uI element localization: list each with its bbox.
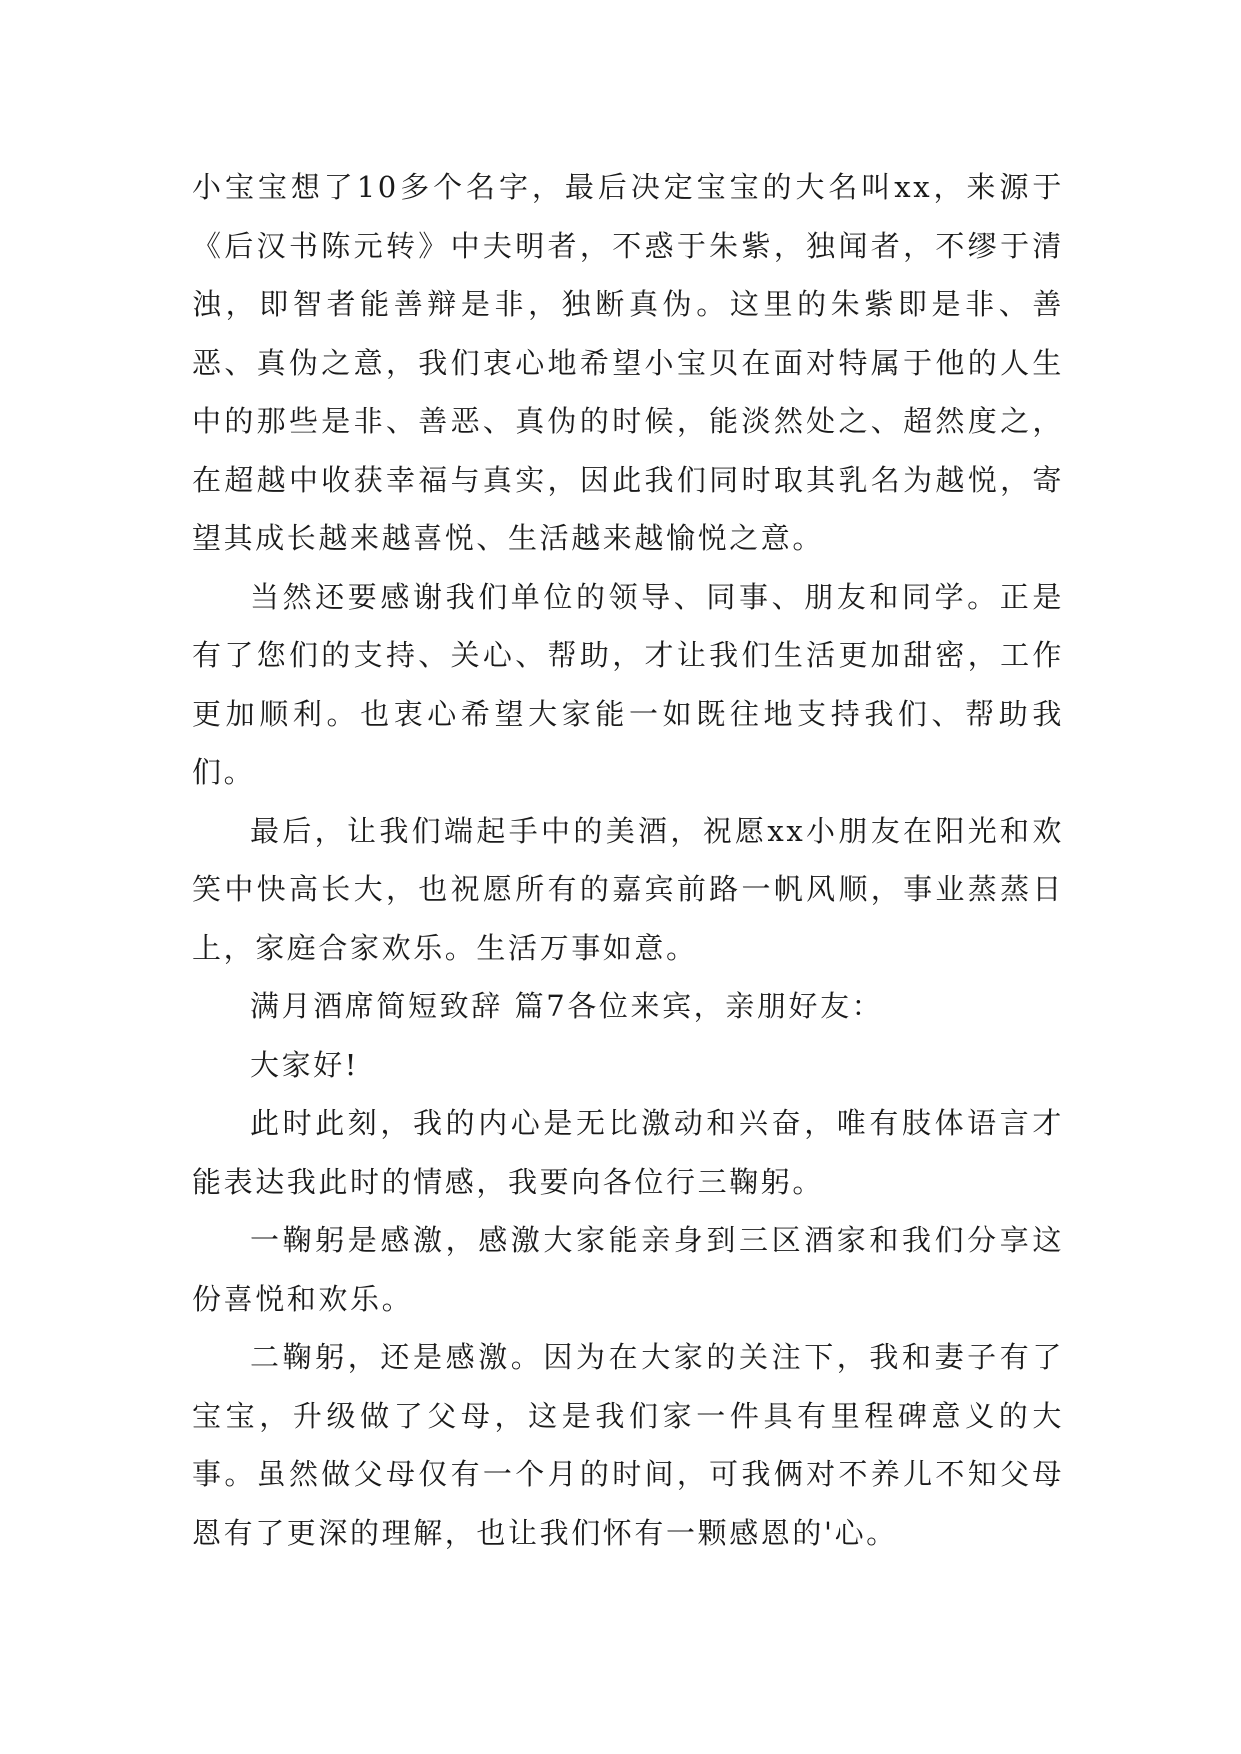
paragraph-greeting: 大家好! (250, 1047, 360, 1082)
paragraph-emotion: 此时此刻，我的内心是无比激动和兴奋，唯有肢体语言才能表达我此时的情感，我要向各位行三鞠躬。 (192, 1106, 1064, 1199)
paragraph-first-bow: 一鞠躬是感激，感激大家能亲身到三区酒家和我们分享这份喜悦和欢乐。 (192, 1223, 1064, 1316)
paragraph-speech-heading: 满月酒席简短致辞 篇7各位来宾，亲朋好友： (250, 989, 884, 1023)
paragraph-toast: 最后，让我们端起手中的美酒，祝愿xx小朋友在阳光和欢笑中快高长大，也祝愿所有的嘉宾前路一帆风顺，事业蒸蒸日上，家庭合家欢乐。生活万事如意。 (192, 813, 1064, 965)
paragraph-thanks: 当然还要感谢我们单位的领导、同事、朋友和同学。正是有了您们的支持、关心、帮助，才让我们生活更加甜密，工作更加顺利。也衷心希望大家能一如既往地支持我们、帮助我们。 (192, 579, 1064, 789)
paragraph-baby-name: 小宝宝想了10多个名字，最后决定宝宝的大名叫xx，来源于《后汉书陈元转》中夫明者，不惑于朱紫，独闻者，不缪于清浊，即智者能善辩是非，独断真伪。这里的朱紫即是非、善恶、真伪之意，我们衷心地希望小宝贝在面对特属于他的人生中的那些是非、善恶、真伪的时候，能淡然处之、超然度之，在超越中收获幸福与真实，因此我们同时取其乳名为越悦，寄望其成长越来越喜悦、生活越来越愉悦之意。 (192, 170, 1064, 555)
document-body (192, 158, 1064, 1562)
paragraph-second-bow: 二鞠躬，还是感激。因为在大家的关注下，我和妻子有了宝宝，升级做了父母，这是我们家一件具有里程碑意义的大事。虽然做父母仅有一个月的时间，可我俩对不养儿不知父母恩有了更深的理解，也让我们怀有一颗感恩的'心。 (192, 1340, 1064, 1550)
